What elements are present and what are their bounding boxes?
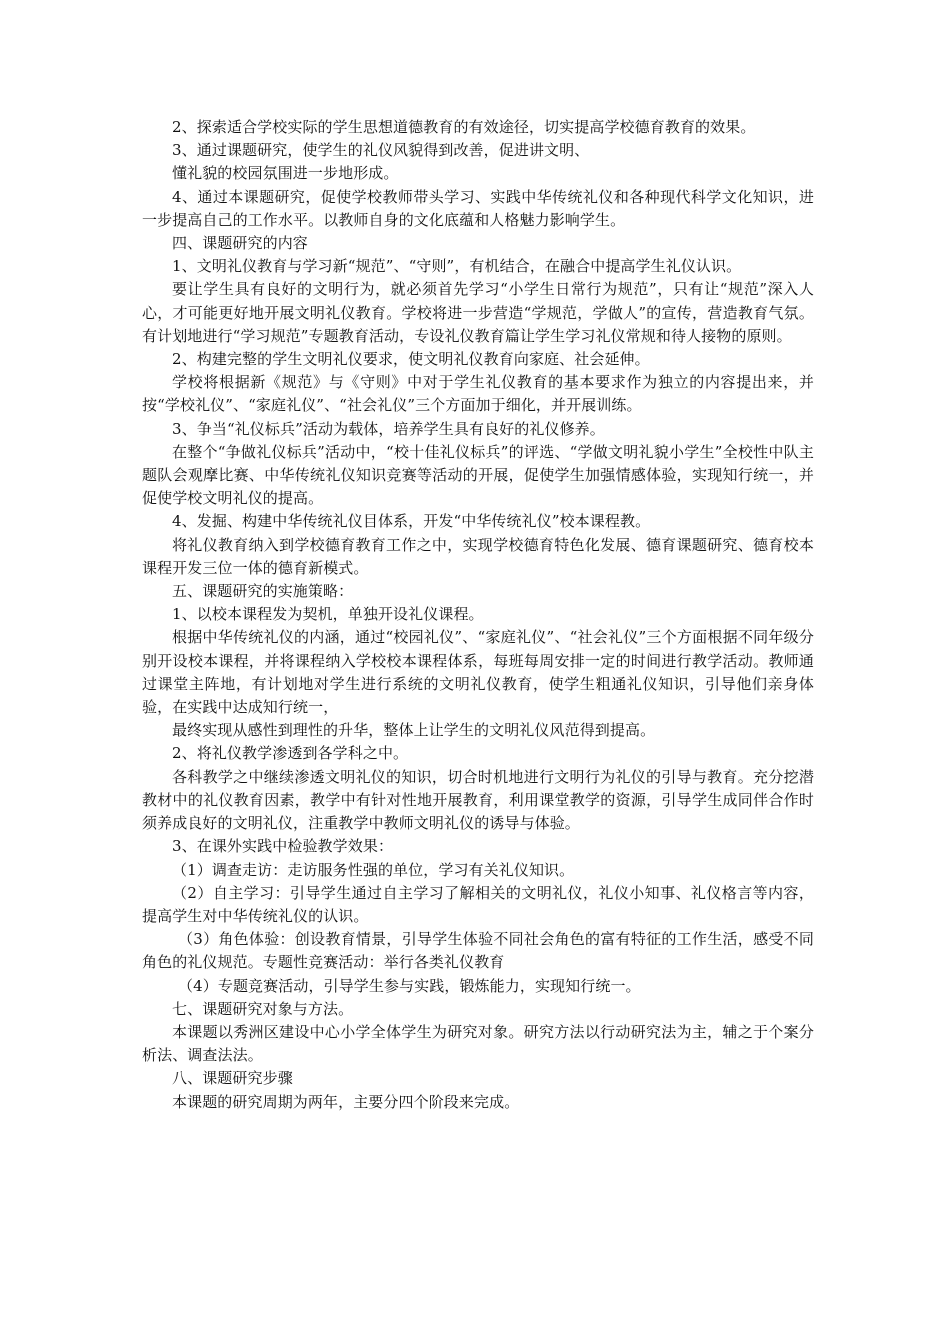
paragraph-strategy-3-item-2: （2）自主学习：引导学生通过自主学习了解相关的文明礼仪，礼仪小知事、礼仪格言等内容，提高学生对中华传统礼仪的认识。 xyxy=(142,883,814,925)
paragraph-strategy-3-item-4: （4）专题竞赛活动，引导学生参与实践，锻炼能力，实现知行统一。 xyxy=(178,976,641,995)
paragraph-strategy-3-item-3: （3）角色体验：创设教育情景，引导学生体验不同社会角色的富有特征的工作生活，感受不同角色的礼仪规范。专题性竞赛活动：举行各类礼仪教育 xyxy=(142,930,814,972)
paragraph-strategy-3: 3、在课外实践中检验教学效果： xyxy=(172,837,394,856)
section-heading-5: 五、课题研究的实施策略： xyxy=(172,582,354,601)
paragraph-goal-4: 4、通过本课题研究，促使学校教师带头学习、实践中华传统礼仪和各种现代科学文化知识，进一步提高自己的工作水平。以教师自身的文化底蕴和人格魅力影响学生。 xyxy=(142,187,814,229)
paragraph-content-2-body: 学校将根据新《规范》与《守则》中对于学生礼仪教育的基本要求作为独立的内容提出来，并按“学校礼仪”、“家庭礼仪”、“社会礼仪”三个方面加于细化，并开展训练。 xyxy=(142,373,814,415)
paragraph-content-3: 3、争当“礼仪标兵”活动为载体，培养学生具有良好的礼仪修养。 xyxy=(172,419,605,438)
paragraph-strategy-3-item-1: （1）调查走访：走访服务性强的单位，学习有关礼仪知识。 xyxy=(172,860,575,879)
paragraph-content-4: 4、发掘、构建中华传统礼仪目体系，开发“中华传统礼仪”校本课程教。 xyxy=(172,512,651,531)
paragraph-content-1-body: 要让学生具有良好的文明行为，就必须首先学习“小学生日常行为规范”，只有让“规范”深入人心，才可能更好地开展文明礼仪教育。学校将进一步营造“学规范，学做人”的宣传，营造教育气氛。有计划地进行“学习规范”专题教育活动，专设礼仪教育篇让学生学习礼仪常规和待人接物的原则。 xyxy=(142,280,814,345)
paragraph-goal-3: 3、通过课题研究，使学生的礼仪风貌得到改善，促进讲文明、 xyxy=(172,141,590,160)
paragraph-strategy-1-cont: 最终实现从感性到理性的升华，整体上让学生的文明礼仪风范得到提高。 xyxy=(172,721,656,740)
paragraph-content-1: 1、文明礼仪教育与学习新“规范”、“守则”，有机结合，在融合中提高学生礼仪认识。 xyxy=(172,257,742,276)
paragraph-strategy-1-body: 根据中华传统礼仪的内涵，通过“校园礼仪”、“家庭礼仪”、“社会礼仪”三个方面根据不同年级分别开设校本课程，并将课程纳入学校校本课程体系，每班每周安排一定的时间进行教学活动。教师通过课堂主阵地，有计划地对学生进行系统的文明礼仪教育，使学生粗通礼仪知识，引导他们亲身体验，在实践中达成知行统一， xyxy=(142,628,814,717)
paragraph-strategy-2-body: 各科教学之中继续渗透文明礼仪的知识，切合时机地进行文明行为礼仪的引导与教育。充分挖潜教材中的礼仪教育因素，教学中有针对性地开展教育，利用课堂教学的资源，引导学生成同伴合作时须养成良好的文明礼仪，注重教学中教师文明礼仪的诱导与体验。 xyxy=(142,767,814,833)
paragraph-content-2: 2、构建完整的学生文明礼仪要求，使文明礼仪教育向家庭、社会延伸。 xyxy=(172,350,650,369)
paragraph-goal-3-cont: 懂礼貌的校园氛围进一步地形成。 xyxy=(172,164,399,183)
paragraph-strategy-2: 2、将礼仪教学渗透到各学科之中。 xyxy=(172,744,409,763)
paragraph-content-3-body: 在整个“争做礼仪标兵”活动中，“校十佳礼仪标兵”的评选、“学做文明礼貌小学生”全校性中队主题队会观摩比赛、中华传统礼仪知识竞赛等活动的开展，促使学生加强情感体验，实现知行统一，并促使学校文明礼仪的提高。 xyxy=(142,442,814,508)
section-heading-8: 八、课题研究步骤 xyxy=(172,1069,293,1088)
section-heading-4: 四、课题研究的内容 xyxy=(172,234,308,253)
paragraph-content-4-body: 将礼仪教育纳入到学校德育教育工作之中，实现学校德育特色化发展、德育课题研究、德育校本课程开发三位一体的德育新模式。 xyxy=(142,535,814,577)
section-heading-7: 七、课题研究对象与方法。 xyxy=(172,999,354,1018)
paragraph-research-steps: 本课题的研究周期为两年，主要分四个阶段来完成。 xyxy=(172,1092,520,1111)
paragraph-goal-2: 2、探索适合学校实际的学生思想道德教育的有效途径，切实提高学校德育教育的效果。 xyxy=(172,118,756,136)
paragraph-subjects-methods: 本课题以秀洲区建设中心小学全体学生为研究对象。研究方法以行动研究法为主，辅之于个案分析法、调查法法。 xyxy=(142,1022,814,1065)
document-page xyxy=(142,116,814,1114)
paragraph-strategy-1: 1、以校本课程发为契机，单独开设礼仪课程。 xyxy=(172,605,484,624)
